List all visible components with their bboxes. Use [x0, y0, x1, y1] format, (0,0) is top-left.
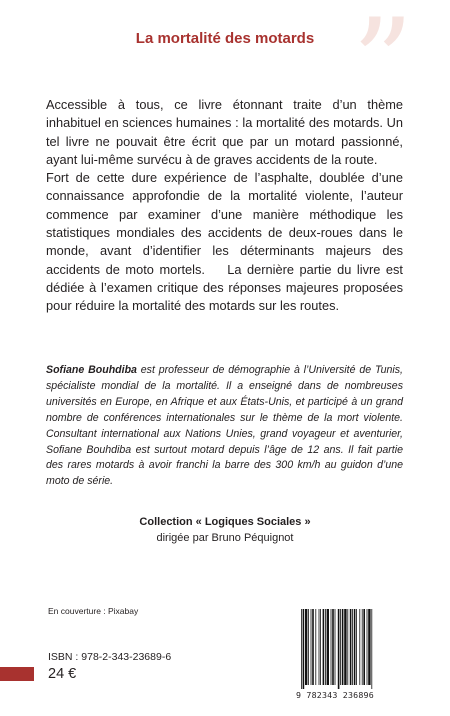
- book-blurb: [46, 96, 407, 316]
- barcode-bar: [347, 609, 348, 685]
- barcode-bar: [367, 609, 368, 685]
- barcode-bar: [371, 609, 372, 689]
- barcode-digits: 9 782343 236896: [296, 690, 374, 700]
- barcode-bar: [363, 609, 365, 685]
- book-title: La mortalité des motards: [135, 30, 315, 47]
- barcode: [299, 609, 399, 700]
- barcode-bar: [332, 609, 334, 685]
- price: 24 €: [48, 666, 77, 682]
- collection-info: [0, 514, 450, 546]
- barcode-bar: [305, 609, 307, 685]
- barcode-bar: [340, 609, 341, 685]
- blurb-paragraph: Accessible à tous, ce livre étonnant traite d’un thème inhabituel en sciences humaines : la mortalité des motards. Un tel livre ne pouvait être écrit que par un motard passionné, ayant lui-même survécu à de graves accidents de la route.: [46, 97, 403, 167]
- barcode-bar: [338, 609, 340, 689]
- barcode-bar: [342, 609, 344, 685]
- barcode-bar: [354, 609, 356, 685]
- barcode-bar: [331, 609, 332, 685]
- cover-credit: En couverture : Pixabay: [48, 606, 139, 616]
- barcode-bar: [308, 609, 309, 685]
- barcode-bar: [356, 609, 357, 685]
- author-name: Sofiane Bouhdiba: [46, 364, 137, 376]
- barcode-bar: [359, 609, 360, 685]
- collection-name: Collection « Logiques Sociales »: [139, 516, 311, 528]
- barcode-bar: [325, 609, 326, 685]
- barcode-bar: [311, 609, 312, 685]
- barcode-bar: [320, 609, 321, 685]
- barcode-bar: [362, 609, 363, 685]
- author-bio-text: est professeur de démographie à l’Université de Tunis, spécialiste mondial de la mortalité. Il a enseigné dans de nombreuses universités en Europe, en Afrique et aux États-Unis, et participé à un grand nombre de conférences internationales sur le thème de la mort violente. Consultant international aux Nations Unies, grand voyageur et aventurier, Sofiane Bouhdiba est surtout motard depuis l’âge de 12 ans. Il fait partie des rares motards à avoir franchi la barre des 300 km/h au guidon d’une moto de série.: [46, 364, 404, 488]
- collection-director: dirigée par Bruno Péquignot: [156, 532, 294, 544]
- barcode-bar: [301, 609, 302, 689]
- barcode-bar: [312, 609, 314, 685]
- barcode-bar: [368, 609, 370, 685]
- barcode-bar: [303, 609, 305, 689]
- barcode-bar: [327, 609, 329, 685]
- barcode-bar: [352, 609, 353, 685]
- isbn: ISBN : 978-2-343-23689-6: [48, 651, 172, 663]
- barcode-bar: [335, 609, 336, 685]
- author-bio: [46, 363, 403, 490]
- barcode-bar: [319, 609, 320, 685]
- accent-bar: [0, 667, 34, 681]
- barcode-bar: [344, 609, 346, 685]
- quote-mark-decoration: ”: [352, 0, 406, 133]
- barcode-bar: [323, 609, 325, 685]
- blurb-paragraph: Fort de cette dure expérience de l’asphalte, doublée d’une connaissance approfondie de la mortalité violente, l’auteur commence par examiner d’une manière méthodique les statistiques mondiales des accidents de deux-roues dans le monde, avant d’identifier les déterminants majeurs des accidents de moto mortels. La dernière partie du livre est dédiée à l’examen critique des réponses majeures proposées pour réduire la mortalité des motards sur les routes.: [46, 170, 407, 314]
- barcode-bar: [350, 609, 352, 685]
- barcode-bars: [299, 609, 399, 689]
- barcode-bar: [315, 609, 316, 685]
